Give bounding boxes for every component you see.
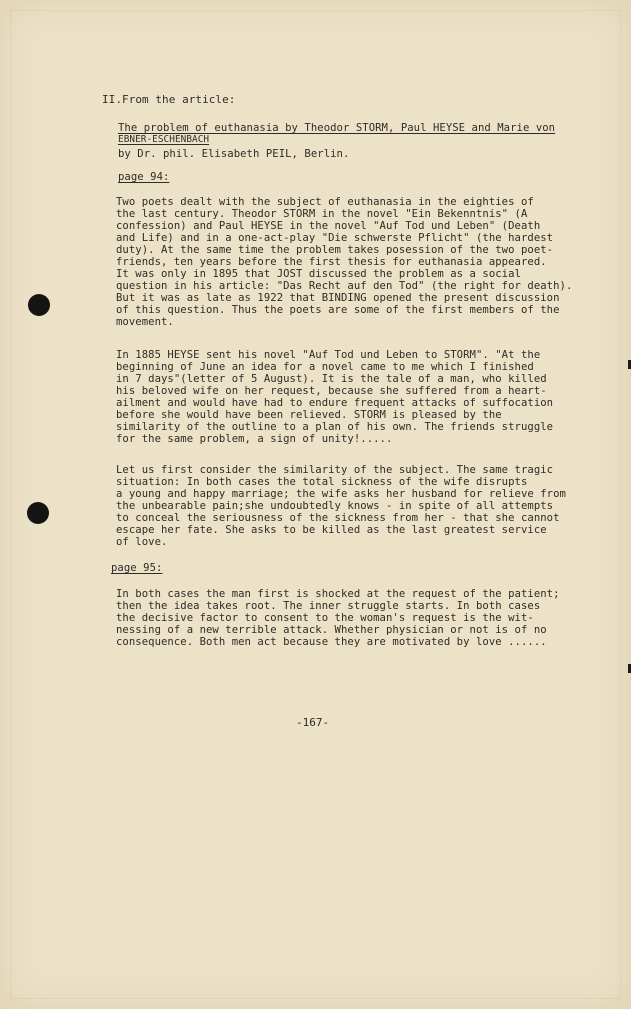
punch-hole: [27, 502, 49, 524]
text-line: his beloved wife on her request, because she suffered from a heart-: [116, 385, 547, 397]
text-line: then the idea takes root. The inner struggle starts. In both cases: [116, 600, 541, 612]
text-line: Let us first consider the similarity of the subject. The same tragic: [116, 464, 554, 476]
text-line: movement.: [116, 316, 174, 328]
text-line: nessing of a new terrible attack. Whether physician or not is of no: [116, 624, 547, 636]
page-number: -167-: [296, 716, 330, 729]
article-title-line-2: EBNER-ESCHENBACH: [118, 134, 210, 145]
text-line: beginning of June an idea for a novel came to me which I finished: [116, 361, 534, 373]
text-line: escape her fate. She asks to be killed as the last greatest service: [116, 524, 547, 536]
text-line: It was only in 1895 that JOST discussed the problem as a social: [116, 268, 521, 280]
text-line: a young and happy marriage; the wife asks her husband for relieve from: [116, 488, 566, 500]
text-line: of this question. Thus the poets are some of the first members of the: [116, 304, 560, 316]
text-line: consequence. Both men act because they are motivated by love ......: [116, 636, 547, 648]
text-line: for the same problem, a sign of unity!.....: [116, 433, 393, 445]
text-line: In 1885 HEYSE sent his novel "Auf Tod und Leben to STORM". "At the: [116, 349, 541, 361]
text-line: before she would have been relieved. STORM is pleased by the: [116, 409, 502, 421]
text-line: in 7 days"(letter of 5 August). It is the tale of a man, who killed: [116, 373, 547, 385]
text-line: ailment and would have had to endure frequent attacks of suffocation: [116, 397, 554, 409]
text-line: In both cases the man first is shocked at the request of the patient;: [116, 588, 560, 600]
text-line: of love.: [116, 536, 168, 548]
text-line: But it was as late as 1922 that BINDING opened the present discussion: [116, 292, 560, 304]
paragraph-1: [116, 196, 572, 328]
text-line: confession) and Paul HEYSE in the novel "Auf Tod und Leben" (Death: [116, 220, 541, 232]
paragraph-2: [116, 349, 553, 445]
text-line: situation: In both cases the total sickness of the wife disrupts: [116, 476, 528, 488]
text-line: friends, ten years before the first thesis for euthanasia appeared.: [116, 256, 547, 268]
page-reference: page 95:: [111, 562, 163, 574]
page-reference: page 94:: [118, 171, 170, 183]
text-line: question in his article: "Das Recht auf den Tod" (the right for death).: [116, 280, 573, 292]
text-line: Two poets dealt with the subject of euthanasia in the eighties of: [116, 196, 534, 208]
article-title-line-1: The problem of euthanasia by Theodor STORM, Paul HEYSE and Marie von: [118, 122, 556, 134]
text-line: and Life) and in a one-act-play "Die schwerste Pflicht" (the hardest: [116, 232, 554, 244]
text-line: the last century. Theodor STORM in the novel "Ein Bekenntnis" (A: [116, 208, 528, 220]
text-line: the decisive factor to consent to the woman's request is the wit-: [116, 612, 534, 624]
section-heading: II.From the article:: [102, 93, 236, 106]
punch-hole: [28, 294, 50, 316]
article-author: by Dr. phil. Elisabeth PEIL, Berlin.: [118, 148, 350, 160]
text-line: the unbearable pain;she undoubtedly knows - in spite of all attempts: [116, 500, 554, 512]
paragraph-4: [116, 588, 560, 648]
text-line: duty). At the same time the problem takes posession of the two poet-: [116, 244, 554, 256]
paragraph-3: [116, 464, 566, 548]
text-line: similarity of the outline to a plan of his own. The friends struggle: [116, 421, 554, 433]
text-line: to conceal the seriousness of the sickness from her - that she cannot: [116, 512, 560, 524]
